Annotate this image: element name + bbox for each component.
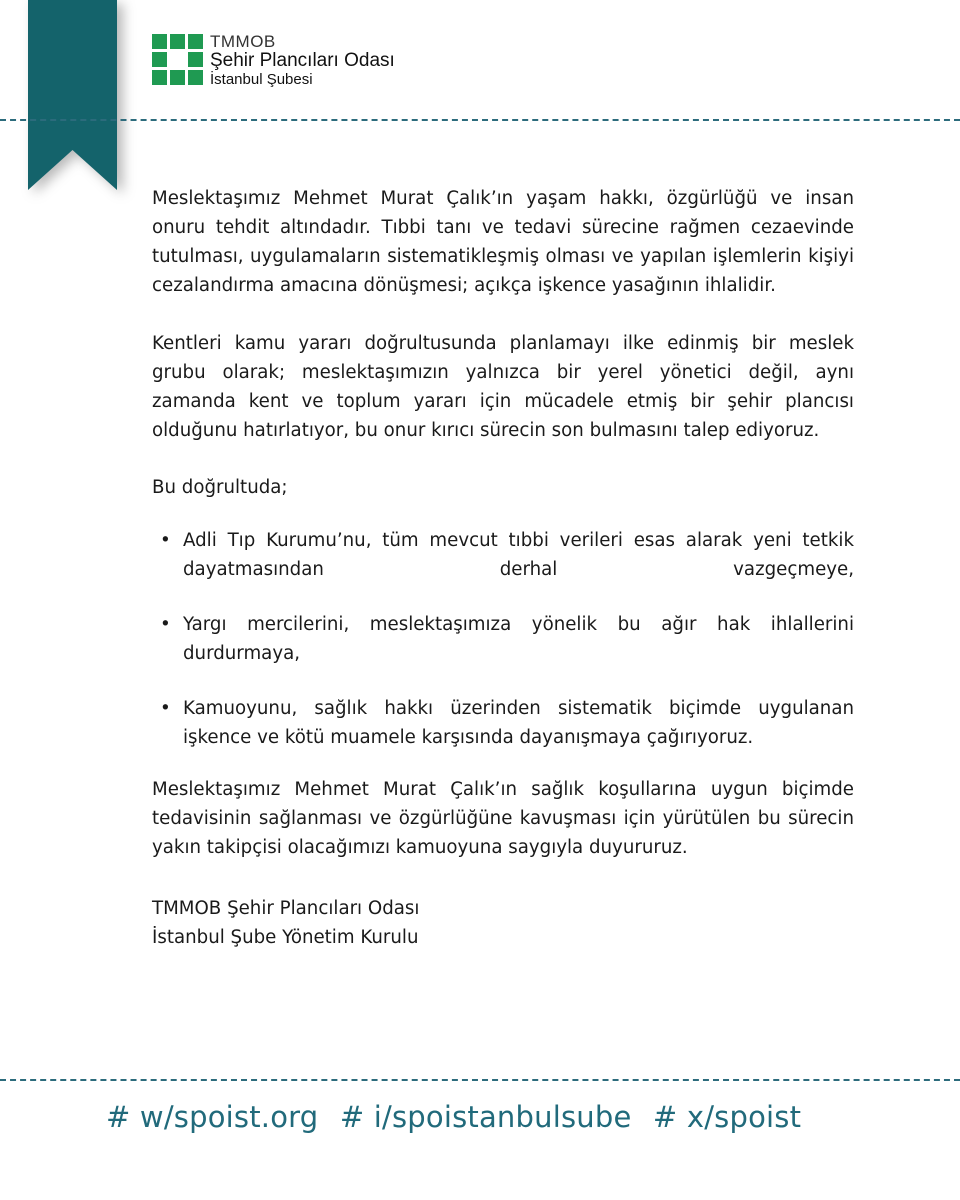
- demand-item: • Kamuoyunu, sağlık hakkı üzerinden sistematik biçimde uygulanan işkence ve kötü muamele karşısında dayanışmaya çağırıyoruz.: [152, 694, 854, 752]
- footer-link-x[interactable]: # x/spoist: [652, 1100, 802, 1134]
- logo-text: [210, 33, 395, 87]
- footer-link-website[interactable]: # w/spoist.org: [106, 1100, 319, 1134]
- demand-item: • Yargı mercilerini, meslektaşımıza yönelik bu ağır hak ihlallerini durdurmaya,: [152, 610, 854, 668]
- demand-item: • Adli Tıp Kurumu’nu, tüm mevcut tıbbi verileri esas alarak yeni tetkik dayatmasından derhal vazgeçmeye,: [152, 526, 854, 584]
- organization-logo: [152, 33, 395, 87]
- demand-list: [152, 526, 854, 752]
- logo-org-name: Şehir Plancıları Odası: [210, 50, 395, 71]
- footer-links: [106, 1100, 813, 1134]
- logo-branch-name: İstanbul Şubesi: [210, 71, 313, 88]
- paragraph-3: Meslektaşımız Mehmet Murat Çalık’ın sağlık koşullarına uygun biçimde tedavisinin sağlanması ve özgürlüğüne kavuşması için yürütülen bu sürecin yakın takipçisi olacağımızı kamuoyuna saygıyla duyururuz.: [152, 779, 854, 858]
- logo-org-abbrev: TMMOB: [210, 32, 276, 51]
- paragraph-2: Kentleri kamu yararı doğrultusunda planlamayı ilke edinmiş bir meslek grubu olarak; meslektaşımızın yalnızca bir yerel yönetici değil, aynı zamanda kent ve toplum yararı için mücadele etmiş bir şehir plancısı olduğunu hatırlatıyor, bu onur kırıcı sürecin son bulmasını talep ediyoruz.: [152, 333, 854, 441]
- bookmark-ribbon: [28, 0, 117, 190]
- logo-grid-icon: [152, 34, 203, 85]
- signature-board: İstanbul Şube Yönetim Kurulu: [152, 927, 419, 948]
- signature-org: TMMOB Şehir Plancıları Odası: [152, 898, 420, 919]
- bottom-dashed-divider: [0, 1079, 960, 1081]
- signature-block: [152, 894, 854, 952]
- footer-link-instagram[interactable]: # i/spoistanbulsube: [339, 1100, 632, 1134]
- intro-line: Bu doğrultuda;: [152, 477, 288, 498]
- top-dashed-divider: [0, 119, 960, 121]
- statement-body: [152, 184, 854, 952]
- paragraph-1: Meslektaşımız Mehmet Murat Çalık’ın yaşam hakkı, özgürlüğü ve insan onuru tehdit altındadır. Tıbbi tanı ve tedavi sürecine rağmen cezaevinde tutulması, uygulamaların sistematikleşmiş olması ve yapılan işlemlerin kişiyi cezalandırma amacına dönüşmesi; açıkça işkence yasağının ihlalidir.: [152, 188, 854, 296]
